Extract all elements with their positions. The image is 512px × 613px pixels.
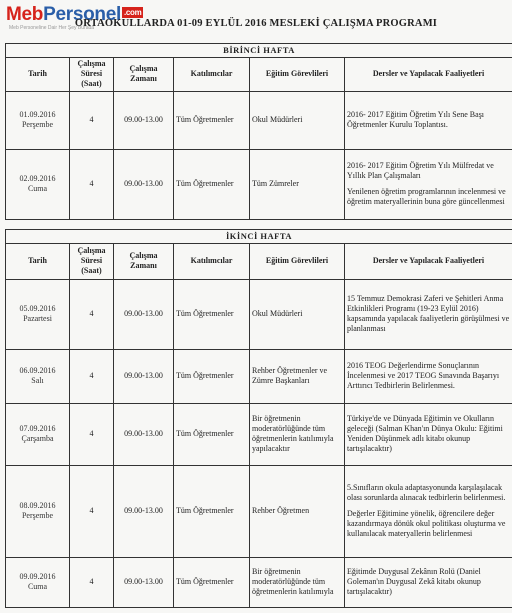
day-text: Pazartesi bbox=[23, 314, 52, 324]
col-header-time: Çalışma Zamanı bbox=[114, 243, 174, 279]
row-activities bbox=[345, 149, 512, 219]
col-header-activities: Dersler ve Yapılacak Faaliyetleri bbox=[345, 243, 512, 279]
row-participants: Tüm Öğretmenler bbox=[174, 279, 250, 349]
row-duty: Bir öğretmenin moderatörlüğünde tüm öğretmenlerin katılımıyla yapılacaktır bbox=[250, 403, 345, 465]
row-time: 09.00-13.00 bbox=[114, 557, 174, 607]
row-participants: Tüm Öğretmenler bbox=[174, 349, 250, 403]
row-duty: Rehber Öğretmen bbox=[250, 465, 345, 557]
row-activities bbox=[345, 465, 512, 557]
row-hours: 4 bbox=[70, 279, 114, 349]
logo-text-personel: Personel bbox=[43, 4, 121, 25]
row-hours: 4 bbox=[70, 349, 114, 403]
row-activities bbox=[345, 403, 512, 465]
col-header-date: Tarih bbox=[6, 243, 70, 279]
activity-item: Değerler Eğitimine yönelik, öğrencilere değer kazandırmaya dönük okul politikası oluşturma ve kullanılacak materyallerin belirlenmesi bbox=[347, 509, 506, 539]
col-header-duties: Eğitim Görevlileri bbox=[250, 57, 345, 91]
week1-header-row bbox=[6, 57, 512, 91]
row-duty: Rehber Öğretmenler ve Zümre Başkanları bbox=[250, 349, 345, 403]
row-time: 09.00-13.00 bbox=[114, 149, 174, 219]
row-date bbox=[6, 279, 70, 349]
row-activities bbox=[345, 91, 512, 149]
row-date bbox=[6, 349, 70, 403]
row-duty: Bir öğretmenin moderatörlüğünde tüm öğretmenlerin katılımıyla bbox=[250, 557, 345, 607]
logo-text-meb: Meb bbox=[6, 4, 44, 25]
row-participants: Tüm Öğretmenler bbox=[174, 403, 250, 465]
col-header-date: Tarih bbox=[6, 57, 70, 91]
week1-title: BİRİNCİ HAFTA bbox=[6, 44, 512, 58]
week1-table bbox=[5, 43, 512, 220]
week2-header-row bbox=[6, 243, 512, 279]
row-date bbox=[6, 149, 70, 219]
logo-tld-badge: .com bbox=[123, 8, 142, 17]
day-text: Cuma bbox=[27, 582, 48, 592]
week2-title: İKİNCİ HAFTA bbox=[6, 230, 512, 244]
table-row bbox=[6, 349, 512, 403]
row-participants: Tüm Öğretmenler bbox=[174, 91, 250, 149]
day-text: Cuma bbox=[27, 184, 48, 194]
col-header-duties: Eğitim Görevlileri bbox=[250, 243, 345, 279]
table-row bbox=[6, 403, 512, 465]
week2-title-row bbox=[6, 230, 512, 244]
row-duty: Tüm Zümreler bbox=[250, 149, 345, 219]
activity-item: Türkiye'de ve Dünyada Eğitimin ve Okulların geleceği (Salman Khan'ın Dünya Okulu: Eğitimi Yeniden Düşünmek adlı kitabı okunup tartışılacaktır) bbox=[347, 414, 503, 454]
row-time: 09.00-13.00 bbox=[114, 91, 174, 149]
col-header-duration: Çalışma Süresi (Saat) bbox=[70, 57, 114, 91]
row-duty: Okul Müdürleri bbox=[250, 279, 345, 349]
day-text: Çarşamba bbox=[21, 434, 54, 444]
activity-item: 5.Sınıfların okula adaptasyonunda karşılaşılacak olası sorunlarda alınacak tedbirlerin belirlenmesi. bbox=[347, 483, 506, 503]
week2-table bbox=[5, 229, 512, 608]
row-date bbox=[6, 465, 70, 557]
row-hours: 4 bbox=[70, 465, 114, 557]
activity-item: 2016 TEOG Değerlendirme Sonuçlarının İncelenmesi ve 2017 TEOG Sınavında Başarıyı Arttırıcı Tedbirlerin Belirlenmesi. bbox=[347, 361, 500, 391]
row-date bbox=[6, 557, 70, 607]
col-header-participants: Katılımcılar bbox=[174, 57, 250, 91]
day-text: Perşembe bbox=[21, 511, 54, 521]
date-text: 01.09.2016 bbox=[19, 110, 56, 120]
table-row bbox=[6, 279, 512, 349]
row-time: 09.00-13.00 bbox=[114, 279, 174, 349]
row-hours: 4 bbox=[70, 149, 114, 219]
row-hours: 4 bbox=[70, 91, 114, 149]
activity-item: 2016- 2017 Eğitim Öğretim Yılı Mülfredat ve Yıllık Plan Çalışmaları bbox=[347, 161, 494, 181]
document-title: ORTAOKULLARDA 01-09 EYLÜL 2016 MESLEKİ ÇALIŞMA PROGRAMI bbox=[74, 18, 438, 29]
table-row bbox=[6, 557, 512, 607]
col-header-duration: Çalışma Süresi (Saat) bbox=[70, 243, 114, 279]
row-activities bbox=[345, 279, 512, 349]
date-text: 06.09.2016 bbox=[19, 366, 56, 376]
col-header-time: Çalışma Zamanı bbox=[114, 57, 174, 91]
row-duty: Okul Müdürleri bbox=[250, 91, 345, 149]
col-header-participants: Katılımcılar bbox=[174, 243, 250, 279]
day-text: Perşembe bbox=[21, 120, 54, 130]
activity-item: Yenilenen öğretim programlarının incelenmesi ve öğretim materyallerinin buna göre güncellenmesi bbox=[347, 187, 506, 207]
row-participants: Tüm Öğretmenler bbox=[174, 149, 250, 219]
table-row bbox=[6, 91, 512, 149]
row-time: 09.00-13.00 bbox=[114, 403, 174, 465]
table-row bbox=[6, 149, 512, 219]
week1-title-row bbox=[6, 44, 512, 58]
col-header-activities: Dersler ve Yapılacak Faaliyetleri bbox=[345, 57, 512, 91]
row-hours: 4 bbox=[70, 557, 114, 607]
row-participants: Tüm Öğretmenler bbox=[174, 465, 250, 557]
row-time: 09.00-13.00 bbox=[114, 349, 174, 403]
row-time: 09.00-13.00 bbox=[114, 465, 174, 557]
activity-item: 2016- 2017 Eğitim Öğretim Yılı Sene Başı Öğretmenler Kurulu Toplantısı. bbox=[347, 110, 485, 130]
date-text: 08.09.2016 bbox=[19, 501, 56, 511]
table-row bbox=[6, 465, 512, 557]
day-text: Salı bbox=[31, 376, 44, 386]
row-date bbox=[6, 91, 70, 149]
row-activities bbox=[345, 557, 512, 607]
site-tagline: Meb Personeline Dair Her Şey Burada bbox=[9, 25, 95, 31]
row-date bbox=[6, 403, 70, 465]
date-text: 09.09.2016 bbox=[19, 572, 56, 582]
date-text: 02.09.2016 bbox=[19, 174, 56, 184]
row-activities bbox=[345, 349, 512, 403]
activity-item: Eğitimde Duygusal Zekânın Rolü (Daniel Goleman'ın Duygusal Zekâ kitabı okunup tartışılacaktır) bbox=[347, 567, 481, 597]
row-hours: 4 bbox=[70, 403, 114, 465]
date-text: 07.09.2016 bbox=[19, 424, 56, 434]
row-participants: Tüm Öğretmenler bbox=[174, 557, 250, 607]
activity-item: 15 Temmuz Demokrasi Zaferi ve Şehitleri Anma Etkinlikleri Programı (19-23 Eylül 2016) kapsamında yapılacak faaliyetlerin görüşülmesi ve planlanması bbox=[347, 294, 510, 334]
date-text: 05.09.2016 bbox=[19, 304, 56, 314]
